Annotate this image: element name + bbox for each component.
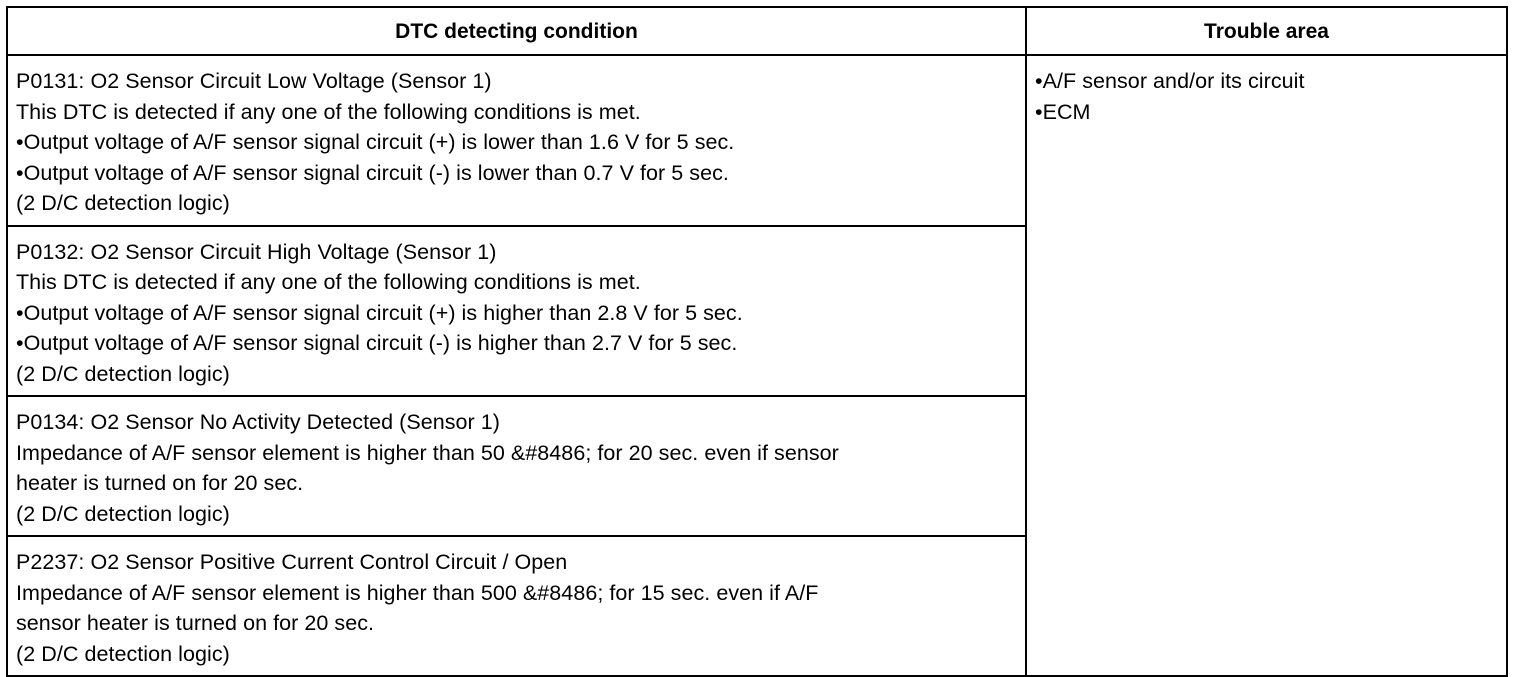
detection-logic-note: (2 D/C detection logic) — [16, 641, 230, 666]
condition-line: •Output voltage of A/F sensor signal circuit (-) is higher than 2.7 V for 5 sec. — [16, 331, 738, 355]
header-row — [7, 7, 1507, 55]
table-row — [7, 55, 1507, 226]
condition-cell-p0131 — [7, 55, 1026, 226]
condition-line: sensor heater is turned on for 20 sec. — [16, 611, 375, 635]
condition-line: heater is turned on for 20 sec. — [16, 471, 304, 495]
header-trouble-area: Trouble area — [1026, 7, 1507, 55]
condition-cell-p0134 — [7, 396, 1026, 536]
dtc-table — [6, 6, 1508, 677]
trouble-area-item: •ECM — [1035, 99, 1091, 124]
dtc-title: P0134: O2 Sensor No Activity Detected (Sensor 1) — [16, 410, 500, 434]
condition-line: This DTC is detected if any one of the following conditions is met. — [16, 270, 641, 294]
dtc-title: P0132: O2 Sensor Circuit High Voltage (Sensor 1) — [16, 239, 497, 264]
condition-line: •Output voltage of A/F sensor signal circuit (-) is lower than 0.7 V for 5 sec. — [16, 160, 729, 185]
trouble-area-item: •A/F sensor and/or its circuit — [1035, 69, 1305, 93]
dtc-title: P0131: O2 Sensor Circuit Low Voltage (Sensor 1) — [16, 69, 492, 93]
condition-cell-p0132 — [7, 226, 1026, 397]
condition-line: •Output voltage of A/F sensor signal circuit (+) is higher than 2.8 V for 5 sec. — [16, 300, 743, 325]
condition-line: Impedance of A/F sensor element is higher than 50 &#8486; for 20 sec. even if sensor — [16, 440, 839, 465]
trouble-area-cell — [1026, 55, 1507, 676]
condition-line: This DTC is detected if any one of the following conditions is met. — [16, 99, 641, 124]
header-dtc-detecting-condition: DTC detecting condition — [7, 7, 1026, 55]
detection-logic-note: (2 D/C detection logic) — [16, 361, 230, 386]
condition-line: •Output voltage of A/F sensor signal circuit (+) is lower than 1.6 V for 5 sec. — [16, 130, 735, 154]
condition-cell-p2237 — [7, 536, 1026, 676]
detection-logic-note: (2 D/C detection logic) — [16, 191, 230, 215]
dtc-title: P2237: O2 Sensor Positive Current Control Circuit / Open — [16, 550, 568, 574]
detection-logic-note: (2 D/C detection logic) — [16, 501, 230, 526]
condition-line: Impedance of A/F sensor element is higher than 500 &#8486; for 15 sec. even if A/F — [16, 580, 819, 605]
